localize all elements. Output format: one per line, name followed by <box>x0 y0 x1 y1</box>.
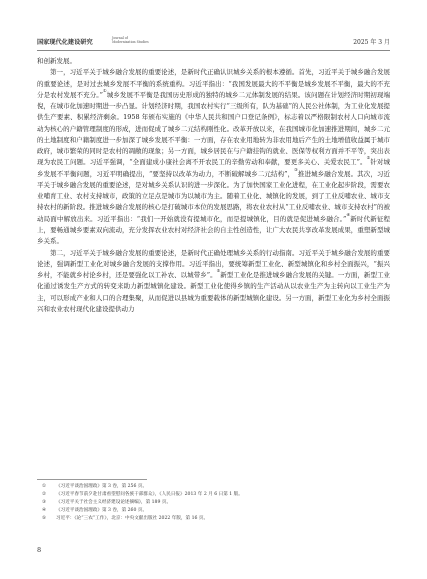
footnote-reference[interactable]: ① <box>102 87 107 93</box>
journal-english-line-1: Journal of <box>112 36 128 40</box>
footnote-marker: ④ <box>42 508 47 514</box>
footnote-text: 《习近平关于社会主义经济建设论述摘编》，第 189 页。 <box>56 500 172 506</box>
running-header <box>37 37 390 49</box>
paragraph <box>37 248 390 316</box>
footnote-text: 《习近平春节前夕赴甘肃看望慰问各族干部群众》，《人民日报》2013 年 2 月 6 日第 1 版。 <box>56 492 243 498</box>
footnote-reference[interactable]: ③ <box>294 166 298 172</box>
page-number: 8 <box>37 546 42 554</box>
footnote-text: 习近平：《论“三农”工作》，北京：中央文献出版社 2022 年版，第 16 页。 <box>56 516 209 522</box>
text-run: 针对城乡发展不平衡问题，习近平明确提出，“要坚持以改革为动力，不断破解城乡二元结构”， <box>37 158 391 178</box>
journal-english-title <box>112 36 149 44</box>
journal-english-line-2: Modernization Studies <box>112 40 149 44</box>
footnote-text: 《习近平谈治国理政》第 3 卷，第 260 页。 <box>56 508 148 514</box>
footnotes <box>42 483 390 523</box>
text-run: 新型工业化是推进城乡融合发展的关键。一方面，新型工业化通过诱发生产方式的转变来助力新型城镇化建设。新型工业化使得乡镇的生产活动从以农业生产为主转向以工业生产为主，可以形成产业和人口的合理集聚，从而促进以县城为重要载体的新型城镇化建设。另一方面，新型工业化为乡村全面振兴和农业农村现代化建设提供动力 <box>37 271 391 313</box>
text-run: 新时代新征程上，要畅通城乡要素双向流动，充分发挥农业农村对经济社会的自主性创造性，让广大农民共享改革发展成果，重塑新型城乡关系。 <box>37 214 390 246</box>
issue-date: 2025 年 3 月 <box>353 39 390 46</box>
journal-title: 国家现代化建设研究 <box>37 39 93 46</box>
footnote-divider <box>37 479 147 480</box>
footnote-item <box>42 483 390 491</box>
text-run: 推进城乡融合发展。其次，习近平关于城乡融合发展的重要论述，是对城乡关系认识的进一步深化。为了加快国家工业化进程，在工业化起步阶段，需要农业哺育工业、农村支持城市，政策的立足点是城市为以城市为主。随着工业化、城镇化的发展，到了工业反哺农业、城市支持农村的新阶段。推进城乡融合发展的核心是打破城市本位的发展思路，将农业农村从“工业反哺农业、城市支持农村”的被动局面中解放出来。习近平指出：“我们一开始就没有提城市化，而是提城镇化，目的就是促进城乡融合。” <box>37 169 391 223</box>
footnote-marker: ⑤ <box>42 516 47 522</box>
footnote-marker: ③ <box>42 500 47 506</box>
footnote-reference[interactable]: ⑤ <box>216 268 221 274</box>
footnote-item <box>42 499 390 507</box>
text-run: 第一，习近平关于城乡融合发展的重要论述，是新时代正确认识城乡关系的根本遵循。首先，习近平关于城乡融合发展的重要论述，是对过去城乡发展不平衡的系统重构。习近平指出： <box>37 68 390 88</box>
footnote-text: 《习近平谈治国理政》第 3 卷，第 256 页。 <box>56 484 148 489</box>
paragraph: 和创新发展。 <box>37 57 76 65</box>
footnote-item <box>42 491 390 499</box>
footnote-marker: ② <box>42 492 47 498</box>
text-run: 第二，习近平关于城乡融合发展的重要论述，是新时代正确处理城乡关系的行动指南。习近平关于城乡融合发展的重要论述，强调新型工业化对城乡融合发展的支撑作用。习近平指出，要统筹新型工业化、新型城镇化和乡村全面振兴，“振兴乡村，不能就乡村论乡村，还是要强化以工补农、以城带乡”。 <box>37 248 390 280</box>
footnote-reference[interactable]: ④ <box>346 211 351 217</box>
header-divider <box>37 50 390 51</box>
text-run: 城乡发展不平衡是我国历史形成的独特的城乡二元体制发展的结果。该问题在计划经济时期初现端倪，在城市化加速时期进一步凸显。计划经济时期，我国农村实行“三级所有，队为基础”的人民公社体制，为工业化发展提供生产要素、积累经济剩余。1958 年颁布实施的《中华人民共和国户口登记条例》，标志着以严格限制农村人口向城市流动为核心的户籍管理制度的形成，进而促成了城乡二元结构刚性化。改革开放以来，在我国城市化加速推进期间，城乡二元的土地制度和户籍制度进一步加深了城乡发展不平衡：一方面，存在农业用地转为非农用地后产生的土地增值收益属于城市政府，城市繁荣的同时是农村的凋敝的现象；另一方面，城乡居民在与户籍挂钩的就业、医保等权利方面并不平等，突出表现为农民工问题。习近平强调，“全面建成小康社会离不开农民工的辛勤劳动和奉献，要更多关心、关爱农民工”。 <box>37 90 390 167</box>
text-run: “我国发展最大的不平衡是城乡发展不平衡，最大的不充分是农村发展不充分。” <box>37 79 391 99</box>
article-body <box>37 56 390 315</box>
footnote-item <box>42 515 390 523</box>
footnote-reference[interactable]: ② <box>366 155 371 161</box>
footnote-marker: ① <box>42 484 47 489</box>
footnote-item <box>42 507 390 515</box>
paragraph <box>37 67 390 247</box>
